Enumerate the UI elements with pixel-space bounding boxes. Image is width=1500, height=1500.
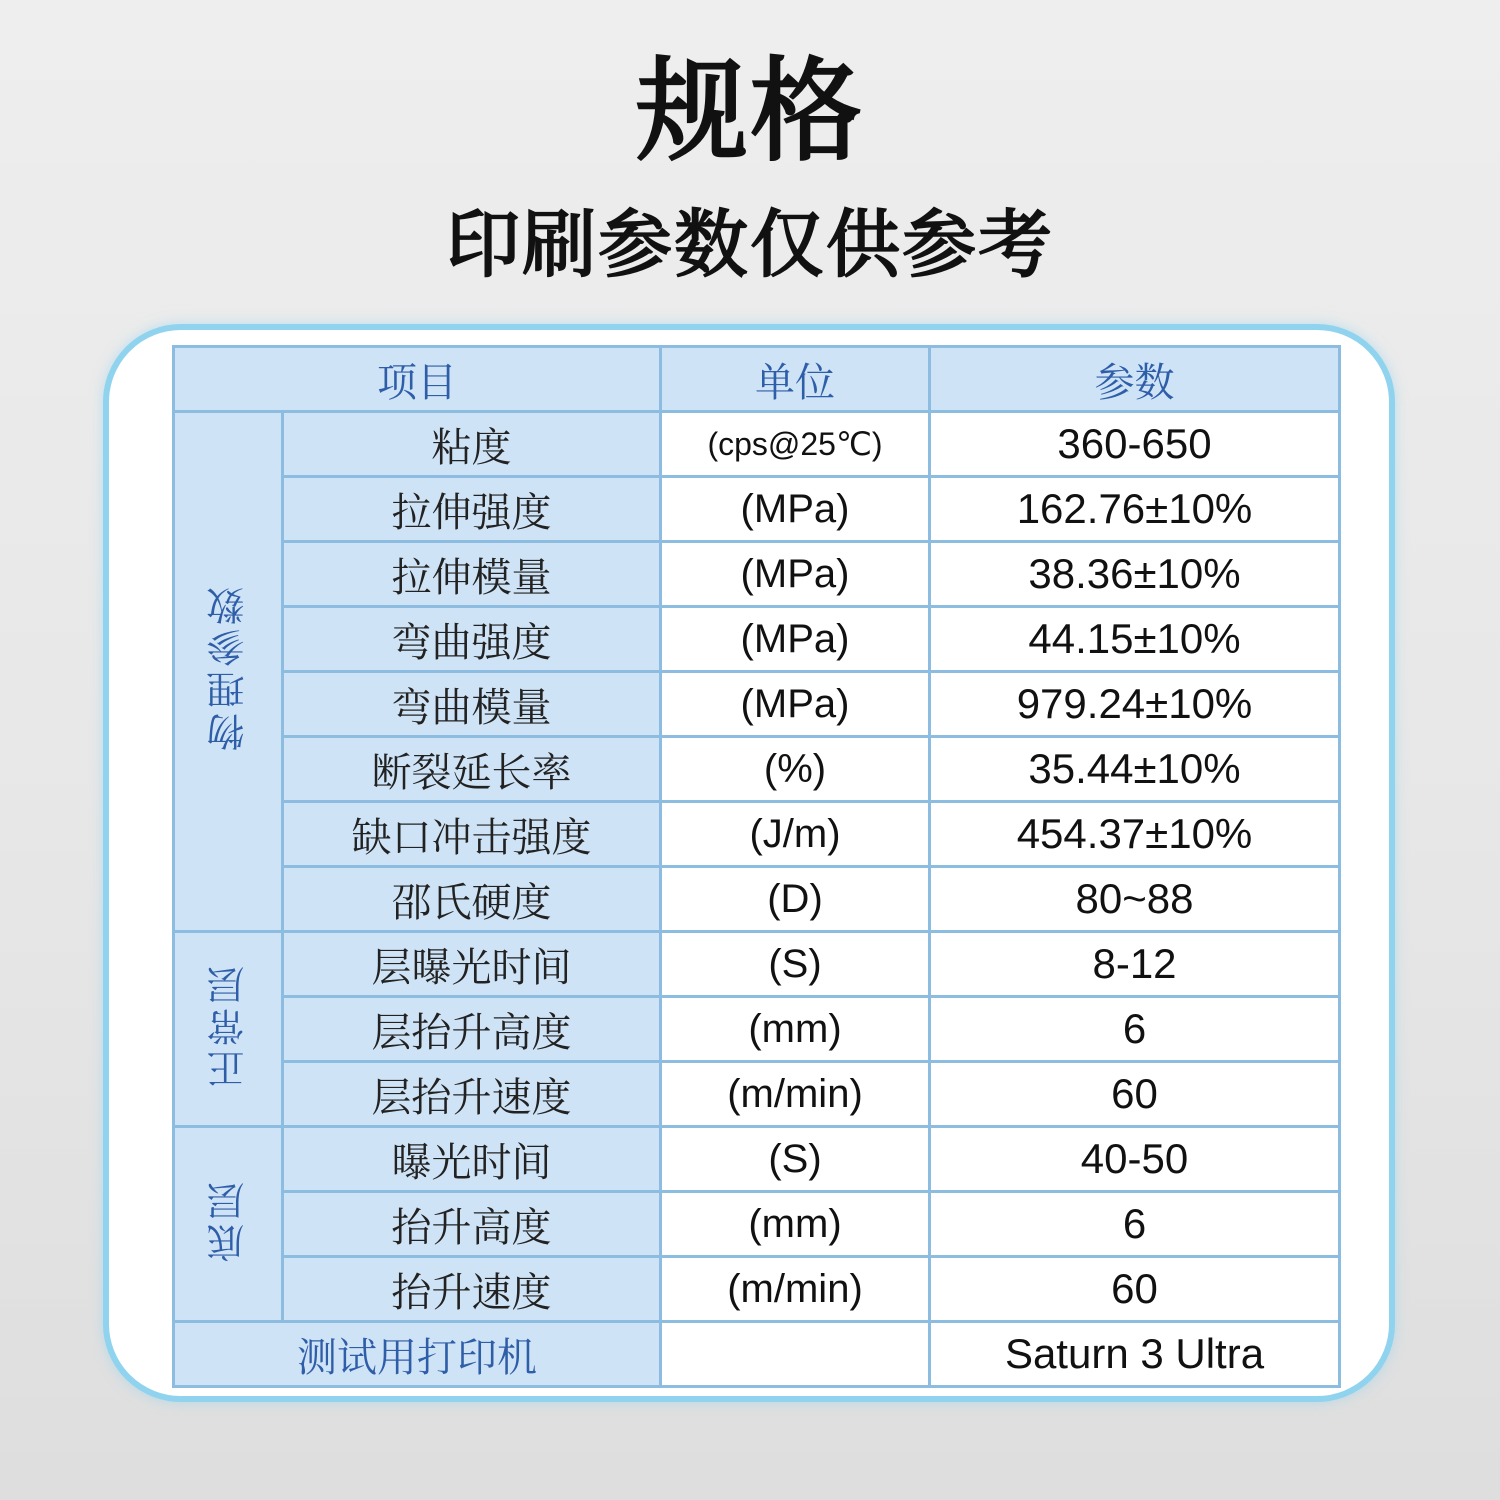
row-unit: (MPa)	[661, 542, 930, 607]
row-unit: (mm)	[661, 1192, 930, 1257]
row-item: 弯曲强度	[283, 607, 661, 672]
table-footer-row	[174, 1322, 1340, 1387]
row-value: 38.36±10%	[930, 542, 1340, 607]
table-row	[174, 737, 1340, 802]
row-unit: (S)	[661, 1127, 930, 1192]
table-row	[174, 867, 1340, 932]
table-row	[174, 1192, 1340, 1257]
row-item: 邵氏硬度	[283, 867, 661, 932]
row-value: 6	[930, 997, 1340, 1062]
row-item: 断裂延长率	[283, 737, 661, 802]
table-header-row	[174, 347, 1340, 412]
table-row	[174, 997, 1340, 1062]
table-row	[174, 542, 1340, 607]
row-unit: (MPa)	[661, 672, 930, 737]
row-item: 层抬升速度	[283, 1062, 661, 1127]
row-value: 8-12	[930, 932, 1340, 997]
group-label-bottom-layer: 底层	[174, 1127, 283, 1322]
row-unit: (MPa)	[661, 607, 930, 672]
row-item: 曝光时间	[283, 1127, 661, 1192]
table-row	[174, 802, 1340, 867]
printer-label: 测试用打印机	[174, 1322, 661, 1387]
row-value: 60	[930, 1062, 1340, 1127]
header-item: 项目	[174, 347, 661, 412]
page-title: 规格	[636, 47, 864, 177]
row-item: 层抬升高度	[283, 997, 661, 1062]
row-unit: (mm)	[661, 997, 930, 1062]
row-unit: (MPa)	[661, 477, 930, 542]
row-value: 44.15±10%	[930, 607, 1340, 672]
group-label-normal-layer: 正常层	[174, 932, 283, 1127]
row-item: 层曝光时间	[283, 932, 661, 997]
row-unit: (D)	[661, 867, 930, 932]
row-value: 80~88	[930, 867, 1340, 932]
row-unit: (m/min)	[661, 1257, 930, 1322]
header-value: 参数	[930, 347, 1340, 412]
row-value: 60	[930, 1257, 1340, 1322]
header-unit: 单位	[661, 347, 930, 412]
row-item: 抬升速度	[283, 1257, 661, 1322]
table-row	[174, 412, 1340, 477]
table-row	[174, 932, 1340, 997]
row-item: 抬升高度	[283, 1192, 661, 1257]
row-value: 360-650	[930, 412, 1340, 477]
printer-value: Saturn 3 Ultra	[930, 1322, 1340, 1387]
row-item: 拉伸模量	[283, 542, 661, 607]
row-item: 弯曲模量	[283, 672, 661, 737]
row-item: 缺口冲击强度	[283, 802, 661, 867]
spec-table	[172, 345, 1341, 1388]
table-row	[174, 477, 1340, 542]
table-row	[174, 1257, 1340, 1322]
printer-unit	[661, 1322, 930, 1387]
row-value: 979.24±10%	[930, 672, 1340, 737]
row-value: 35.44±10%	[930, 737, 1340, 802]
row-value: 162.76±10%	[930, 477, 1340, 542]
row-unit: (cps@25℃)	[661, 412, 930, 477]
row-value: 6	[930, 1192, 1340, 1257]
table-row	[174, 672, 1340, 737]
row-value: 454.37±10%	[930, 802, 1340, 867]
row-unit: (%)	[661, 737, 930, 802]
row-unit: (S)	[661, 932, 930, 997]
page-subtitle: 印刷参数仅供参考	[446, 202, 1054, 288]
table-row	[174, 607, 1340, 672]
row-item: 粘度	[283, 412, 661, 477]
group-label-physical: 物理参数	[174, 412, 283, 932]
row-unit: (J/m)	[661, 802, 930, 867]
row-value: 40-50	[930, 1127, 1340, 1192]
table-row	[174, 1062, 1340, 1127]
row-item: 拉伸强度	[283, 477, 661, 542]
row-unit: (m/min)	[661, 1062, 930, 1127]
table-row	[174, 1127, 1340, 1192]
